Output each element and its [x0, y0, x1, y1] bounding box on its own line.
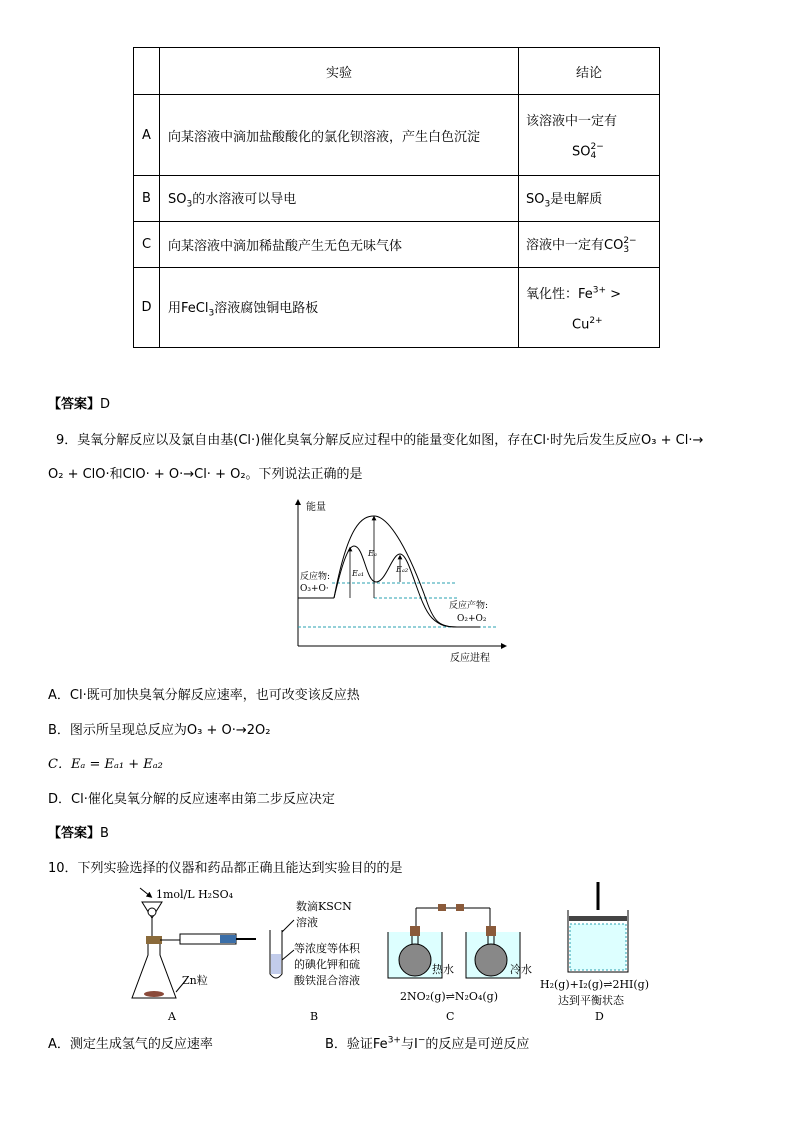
q9-option-c: C．Eₐ = Eₐ₁ + Eₐ₂	[48, 757, 163, 772]
row-conclusion: 溶液中一定有CO 2− 3	[519, 222, 660, 268]
b-mix1: 等浓度等体积	[294, 942, 360, 955]
y-axis-label: 能量	[306, 502, 326, 513]
row-conclusion	[519, 268, 660, 348]
q9-stem-line1: 9．臭氧分解反应以及氯自由基(Cl·)催化臭氧分解反应过程中的能量变化如图，存在Cl·时先后发生反应O₃ + Cl·→	[56, 433, 704, 448]
apparatus-a	[132, 888, 256, 1023]
table-row	[134, 222, 660, 268]
row-experiment: 向某溶液中滴加盐酸酸化的氯化钡溶液，产生白色沉淀	[160, 95, 519, 176]
ea1-label: Eₐ₁	[352, 569, 365, 578]
conclusion-formula: $Cu^{2+}$	[572, 315, 603, 333]
table-row	[134, 268, 660, 348]
a-reagent: 1mol/L H₂SO₄	[156, 888, 234, 901]
x-axis-label: 反应进程	[450, 653, 490, 664]
b-reagent2: 溶液	[296, 916, 318, 929]
row-experiment: 用FeCl$_3$溶液腐蚀铜电路板	[160, 268, 519, 348]
catalyzed-curve	[334, 546, 457, 627]
apparatus-c	[388, 904, 532, 1023]
q10-stem: 10．下列实验选择的仪器和药品都正确且能达到实验目的的是	[48, 861, 403, 876]
reactant-label: 反应物:	[300, 572, 331, 582]
apparatus-b	[270, 899, 361, 1023]
d-state: 达到平衡状态	[558, 994, 624, 1007]
apparatus-d	[540, 882, 649, 1023]
q9-option-d: D．Cl·催化臭氧分解的反应速率由第二步反应决定	[48, 792, 335, 807]
header-blank	[134, 48, 160, 95]
header-conclusion: 结论	[519, 48, 660, 95]
a-solid: Zn粒	[182, 974, 208, 987]
row-label: B	[134, 176, 160, 222]
d-equation: H₂(g)+I₂(g)⇌2HI(g)	[540, 978, 650, 991]
b-mix2: 的碘化钾和硫	[294, 958, 360, 971]
answer-8: 【答案】D	[48, 397, 111, 412]
reactant-formula: O₃+O·	[300, 584, 329, 594]
table-header-row	[134, 48, 660, 95]
c-hot: 热水	[432, 963, 454, 976]
q9-stem-line2: O₂ + ClO·和ClO· + O·→Cl· + O₂。下列说法正确的是	[48, 467, 363, 482]
row-experiment: $SO_3$的水溶液可以导电	[160, 176, 519, 222]
table-row	[134, 176, 660, 222]
q10-option-b: B．验证$Fe^{3+}$与I−的反应是可逆反应	[325, 1035, 530, 1052]
row-conclusion: $SO_3$是电解质	[519, 176, 660, 222]
ea-label: Eₐ	[368, 549, 377, 558]
c-equation: 2NO₂(g)⇌N₂O₄(g)	[400, 990, 498, 1003]
row-label: A	[134, 95, 160, 176]
product-formula: O₂+O₂	[457, 614, 487, 624]
q10-option-a: A．测定生成氢气的反应速率	[48, 1037, 213, 1052]
b-mix3: 酸铁混合溶液	[294, 974, 360, 987]
row-conclusion	[519, 95, 660, 176]
energy-diagram	[282, 494, 512, 666]
b-reagent1: 数滴KSCN	[296, 900, 352, 913]
b-label: B	[310, 1010, 319, 1023]
apparatus-figure	[120, 880, 680, 1028]
ea2-label: Eₐ₂	[396, 565, 409, 574]
a-label: A	[168, 1010, 176, 1023]
table-row	[134, 95, 660, 176]
d-label: D	[595, 1010, 604, 1023]
c-label: C	[446, 1010, 455, 1023]
answer-9: 【答案】B	[48, 826, 109, 841]
row-label: C	[134, 222, 160, 268]
row-label: D	[134, 268, 160, 348]
conclusion-formula: SO 2− 4	[572, 141, 604, 161]
conclusion-line: 该溶液中一定有	[526, 113, 618, 129]
row-experiment: 向某溶液中滴加稀盐酸产生无色无味气体	[160, 222, 519, 268]
c-cold: 冷水	[510, 963, 532, 976]
header-experiment: 实验	[160, 48, 519, 95]
conclusion-line: 氧化性：$Fe^{3+}$ >	[526, 285, 622, 302]
q9-option-b: B．图示所呈现总反应为O₃ + O·→2O₂	[48, 723, 271, 738]
product-label: 反应产物:	[449, 601, 489, 611]
experiment-table	[133, 47, 660, 348]
q9-option-a: A．Cl·既可加快臭氧分解反应速率，也可改变该反应热	[48, 688, 360, 703]
